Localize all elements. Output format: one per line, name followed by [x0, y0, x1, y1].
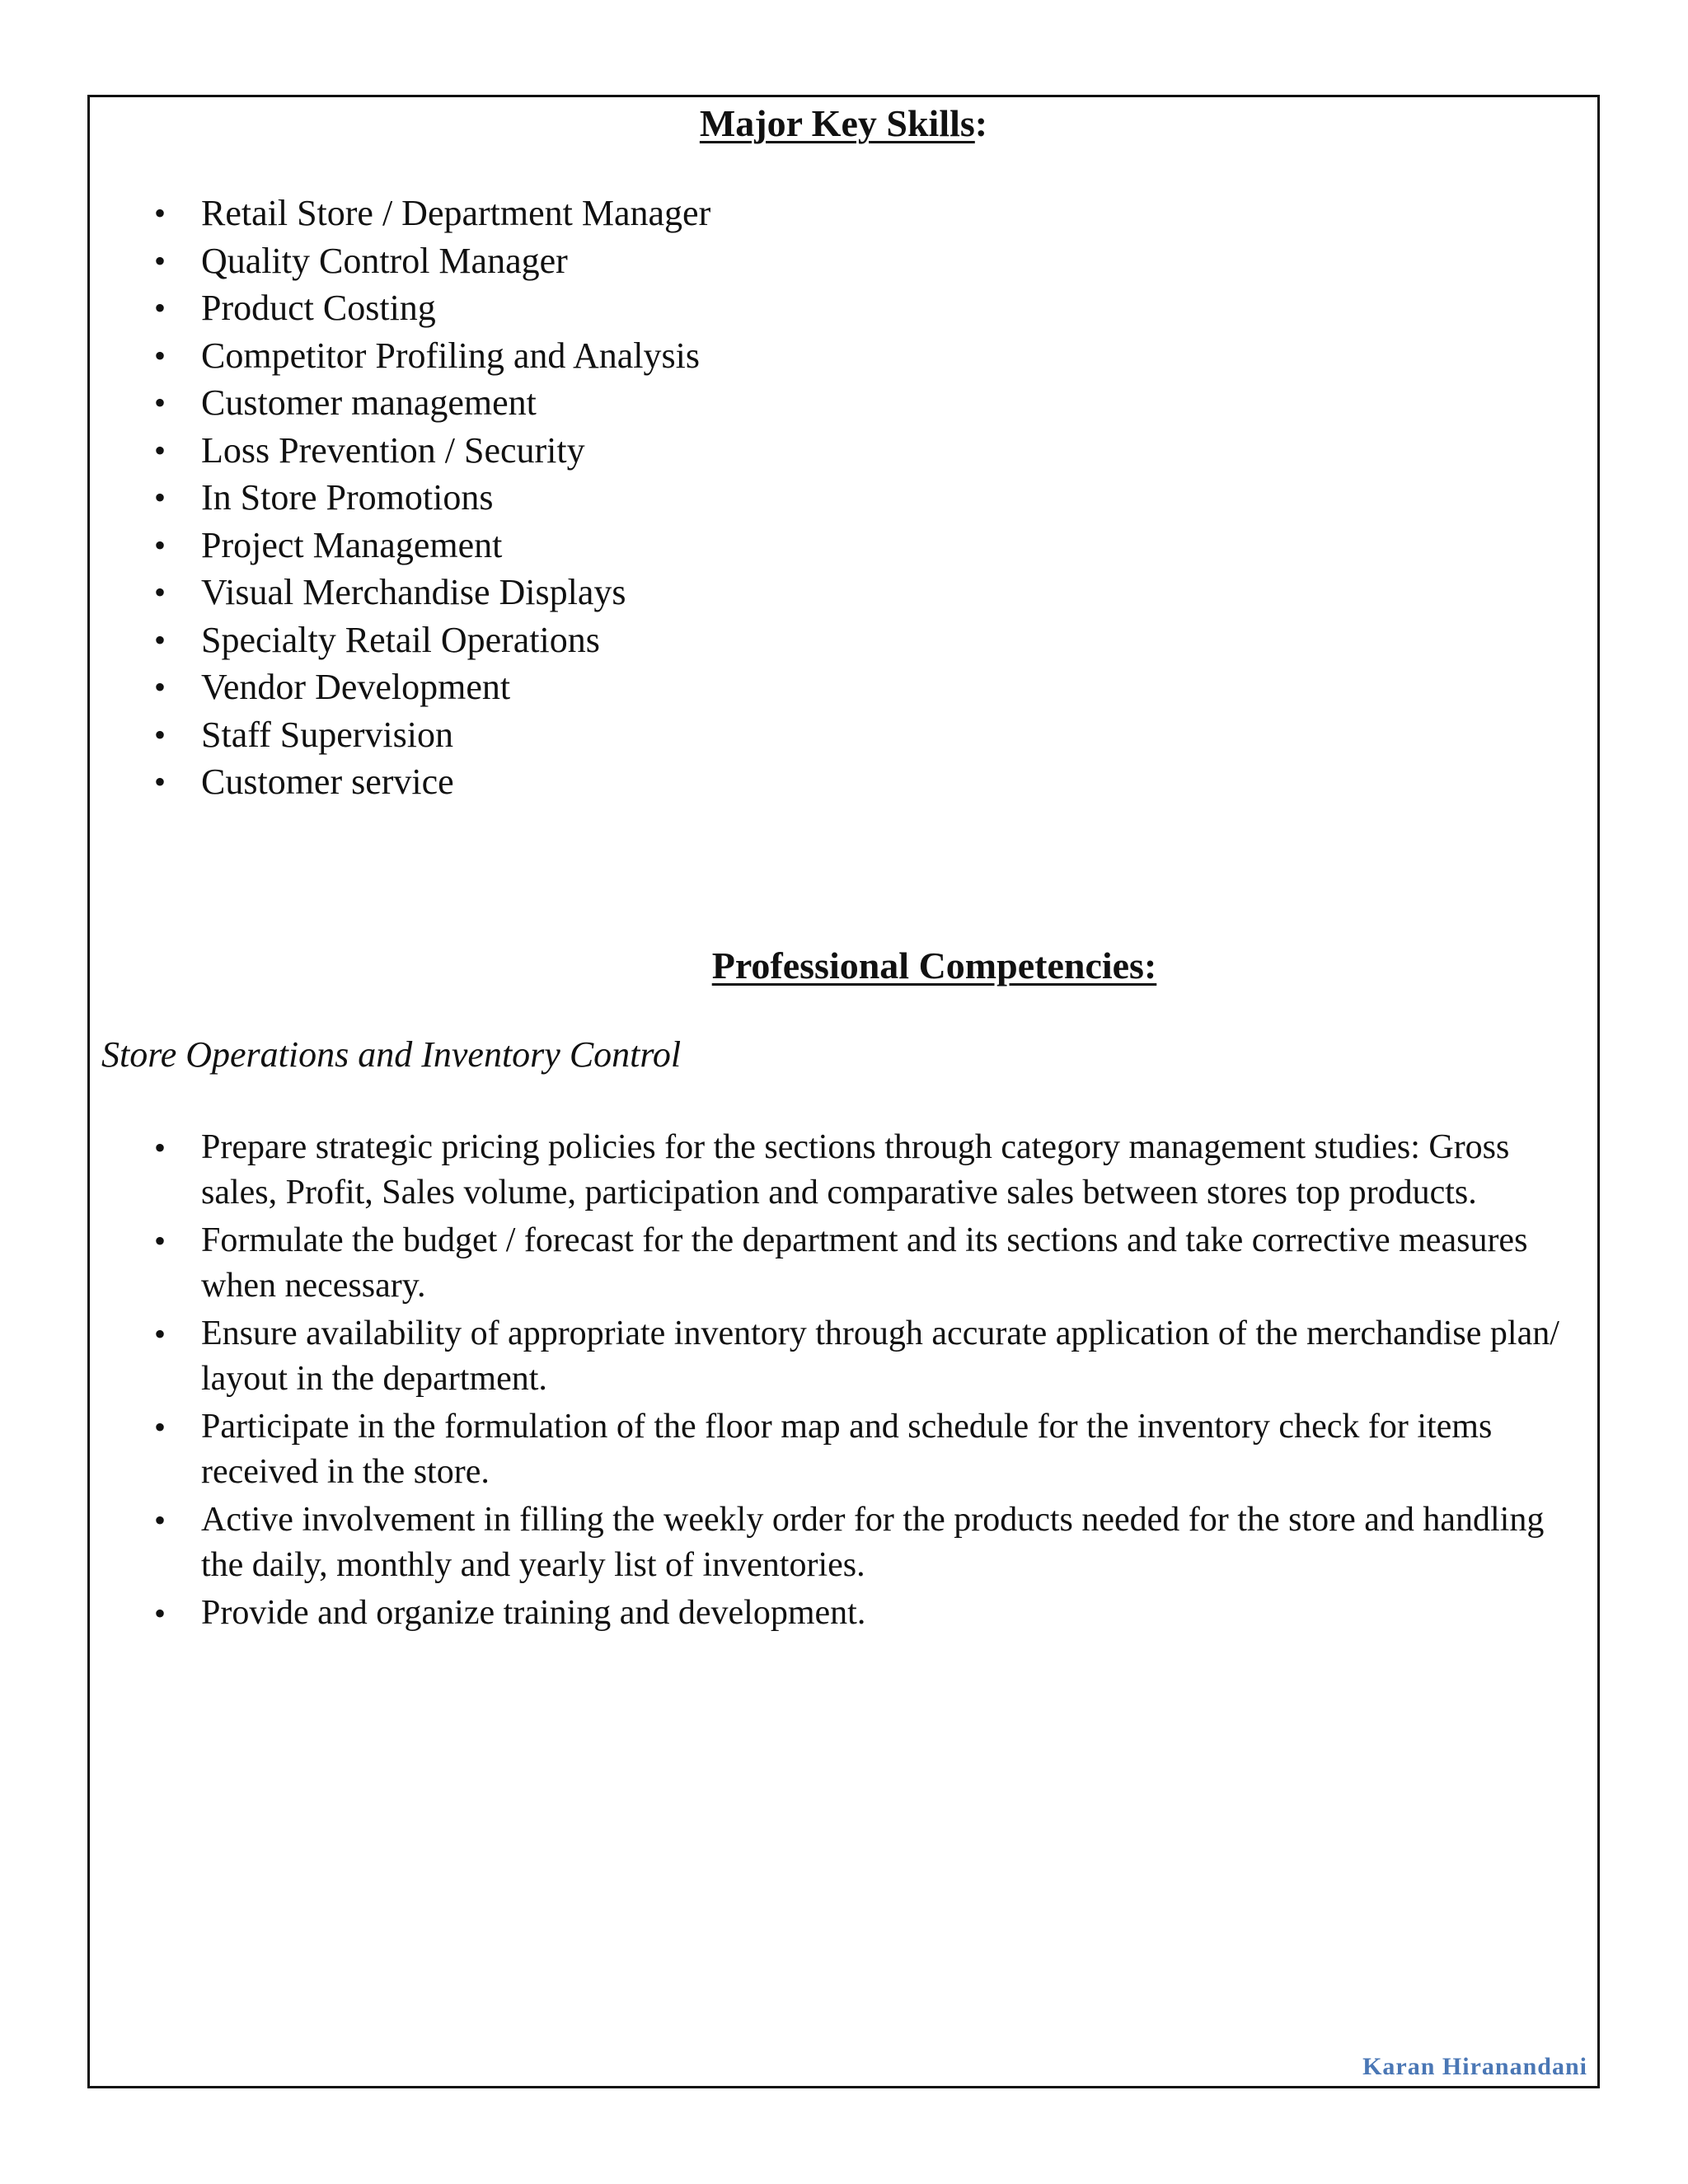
skills-heading	[90, 101, 1597, 146]
list-item	[90, 1497, 1597, 1588]
skill-label: Product Costing	[201, 288, 436, 328]
competency-text: Prepare strategic pricing policies for the sections through category management studies: Gross sales, Profit, Sales volume, participation and comparative sales between stores top products.	[201, 1128, 1510, 1212]
list-item	[90, 474, 1597, 522]
bullet-icon: •	[154, 384, 166, 421]
skill-label: Specialty Retail Operations	[201, 619, 600, 660]
competency-text: Active involvement in filling the weekly order for the products needed for the store and handling the daily, monthly and yearly list of inventories.	[201, 1501, 1545, 1584]
bullet-icon: •	[154, 668, 166, 705]
bullet-icon: •	[154, 1222, 166, 1259]
list-item	[90, 1591, 1597, 1636]
skill-label: Vendor Development	[201, 667, 511, 707]
skill-label: Visual Merchandise Displays	[201, 572, 626, 612]
list-item	[90, 1125, 1597, 1216]
list-item	[90, 663, 1597, 711]
bullet-icon: •	[154, 526, 166, 564]
competency-text: Provide and organize training and development.	[201, 1594, 866, 1632]
list-item	[90, 379, 1597, 427]
list-item	[90, 711, 1597, 759]
list-item	[90, 758, 1597, 806]
skill-label: Loss Prevention / Security	[201, 429, 585, 471]
list-item	[90, 427, 1597, 475]
competencies-heading-text: Professional Competencies:	[711, 944, 1157, 987]
list-item	[90, 284, 1597, 332]
bullet-icon: •	[154, 1315, 166, 1352]
list-item	[90, 1404, 1597, 1495]
skill-label: In Store Promotions	[201, 477, 494, 518]
list-item	[90, 1218, 1597, 1309]
competencies-subtitle: Store Operations and Inventory Control	[101, 1034, 682, 1075]
skills-heading-colon: :	[974, 102, 988, 144]
skills-heading-text: Major Key Skills	[699, 102, 975, 144]
bullet-icon: •	[154, 1595, 166, 1632]
skill-label: Customer service	[201, 762, 454, 802]
list-item	[90, 237, 1597, 285]
list-item	[90, 332, 1597, 380]
skill-label: Quality Control Manager	[201, 240, 568, 281]
competencies-heading	[271, 944, 1597, 988]
bullet-icon: •	[154, 715, 166, 753]
competency-text: Participate in the formulation of the floor map and schedule for the inventory check for items received in the store.	[201, 1408, 1493, 1491]
skill-label: Competitor Profiling and Analysis	[201, 335, 700, 376]
skill-label: Customer management	[201, 382, 537, 423]
bullet-icon: •	[154, 621, 166, 658]
page-frame	[87, 95, 1600, 2088]
list-item	[90, 1311, 1597, 1402]
skill-label: Staff Supervision	[201, 714, 453, 755]
bullet-icon: •	[154, 1129, 166, 1166]
skill-label: Retail Store / Department Manager	[201, 193, 711, 233]
list-item	[90, 569, 1597, 616]
list-item	[90, 190, 1597, 237]
bullet-icon: •	[154, 241, 166, 279]
competency-text: Formulate the budget / forecast for the department and its sections and take corrective measures when necessary.	[201, 1221, 1528, 1305]
bullet-icon: •	[154, 479, 166, 516]
bullet-icon: •	[154, 1502, 166, 1539]
skills-list	[90, 190, 1597, 806]
list-item	[90, 616, 1597, 664]
bullet-icon: •	[154, 336, 166, 374]
bullet-icon: •	[154, 763, 166, 800]
bullet-icon: •	[154, 431, 166, 469]
footer-author-name: Karan Hiranandani	[1362, 2053, 1587, 2080]
list-item	[90, 522, 1597, 569]
bullet-icon: •	[154, 289, 166, 326]
bullet-icon: •	[154, 1408, 166, 1446]
bullet-icon: •	[154, 574, 166, 611]
competency-text: Ensure availability of appropriate inventory through accurate application of the merchandise plan/ layout in the department.	[201, 1315, 1559, 1398]
competencies-list	[90, 1125, 1597, 1638]
bullet-icon: •	[154, 194, 166, 232]
skill-label: Project Management	[201, 524, 503, 565]
